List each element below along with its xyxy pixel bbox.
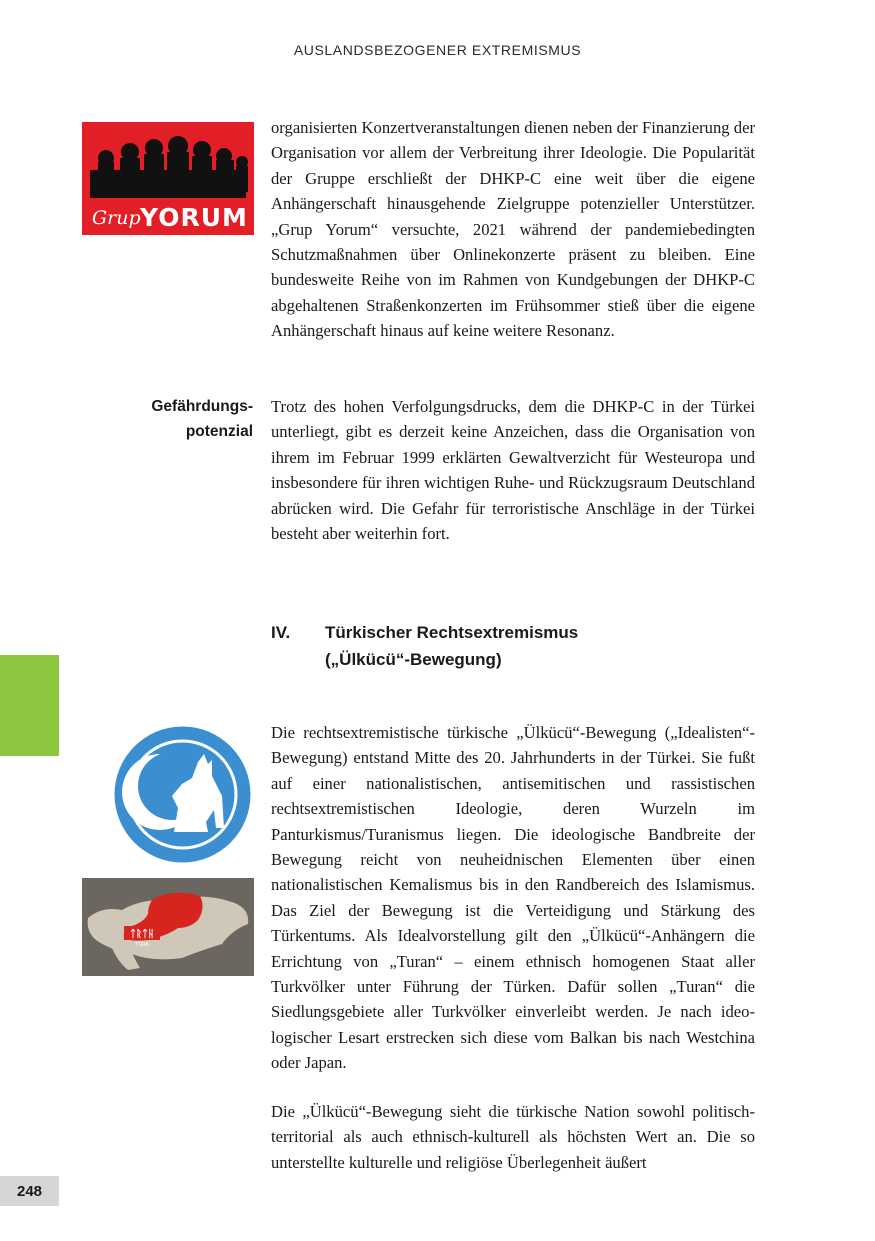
svg-text:YORUM: YORUM — [140, 203, 248, 232]
paragraph-text: Die „Ülkücü“-Bewegung sieht die türkische Nation sowohl politisch-territorial als auch ethnisch-kulturell als höchsten Wert an. Die so unterstellte kulturelle und religiöse Überlegenheit äußert — [271, 1102, 755, 1172]
section-title-line: Türkischer Rechtsextremismus — [325, 623, 579, 642]
section-title-line: („Ülkücü“-Bewegung) — [325, 650, 502, 669]
paragraph-text: Die rechtsextremistische türkische „Ülkücü“-Bewegung („Idealisten“-Bewegung) entstand Mitte des 20. Jahrhunderts in der Türkei. Sie fußt auf einer nationalistischen, antisemitischen und rassistischen rechtsextremistischen Ideologie, deren Wurzeln im Panturkismus/Turanismus liegen. Die ideologische Bandbreite der Bewegung reicht von neuheidnischen Elementen über einen nationalistischen Kemalismus bis in den Randbereich des Islamismus. Das Ziel der Bewegung ist die Verteidigung und Stärkung des Türkentums. Als Idealvorstellung gilt den „Ülkücü“-Anhängern die Errichtung von „Turan“ – einem ethnisch homogenen Staat aller Turkvölker unter Führung der Türken. Dafür sollen „Turan“ die Siedlungsgebiete aller Turkvölker einverleibt werden. Je nach ideologischer Lesart erstrecken sich diese vom Balkan bis nach Westchina oder Japan. — [271, 723, 755, 1073]
paragraph-grup-yorum — [271, 115, 755, 344]
paragraph-text: Trotz des hohen Verfolgungsdrucks, dem die DHKP-C in der Türkei unterliegt, gibt es derzeit keine Anzeichen, dass die Organisation von ihrem im Februar 1999 erklärten Gewaltverzicht für Westeuropa und insbesondere für ihren wichtigen Ruhe- und Rückzugsraum Deutschland abrücken wird. Die Gefahr für terroristische Anschläge in der Türkei besteht aber weiterhin fort. — [271, 397, 755, 544]
section-number: IV. — [271, 623, 291, 642]
running-head: AUSLANDSBEZOGENER EXTREMISMUS — [293, 42, 582, 58]
turan-map — [82, 878, 254, 976]
page-number: 248 — [0, 1176, 59, 1206]
grup-yorum-wordmark: Grup — [92, 207, 141, 229]
map-caption: TÜRK — [135, 942, 149, 948]
grup-yorum-logo — [82, 122, 254, 235]
side-heading-gefaehrdungspotenzial — [110, 394, 253, 445]
paragraph-gefaehrdungspotenzial — [271, 394, 755, 546]
chapter-tab — [0, 655, 59, 756]
side-heading-line: potenzial — [185, 423, 253, 441]
paragraph-uelkuecue-intro — [271, 720, 755, 1076]
paragraph-text: organisierten Konzertveranstaltungen dienen neben der Finanzierung der Organisation vor allem der Verbreitung ihrer Ideologie. Die Popularität der Gruppe erschließt der DHKP-C eine weit über die eigene Anhängerschaft hinausgehende Zielgruppe potenzieller Unterstützer. „Grup Yorum“ versuchte, 2021 während der pandemiebedingten Schutzmaßnahmen über Onlinekonzerte präsent zu bleiben. Eine bundesweite Reihe von im Rahmen von Kundgebungen der DHKP-C abgehaltenen Straßenkonzerten im Frühsommer stieß über die eigene Anhängerschaft hinaus auf keine weitere Resonanz. — [271, 118, 755, 341]
paragraph-uelkuecue-nation — [271, 1099, 755, 1175]
map-flag-runes: ᛏᚱᛏᚺ — [130, 929, 154, 940]
side-heading-line: Gefährdungs- — [151, 398, 253, 415]
section-title — [325, 619, 745, 673]
grey-wolf-emblem — [112, 724, 253, 865]
